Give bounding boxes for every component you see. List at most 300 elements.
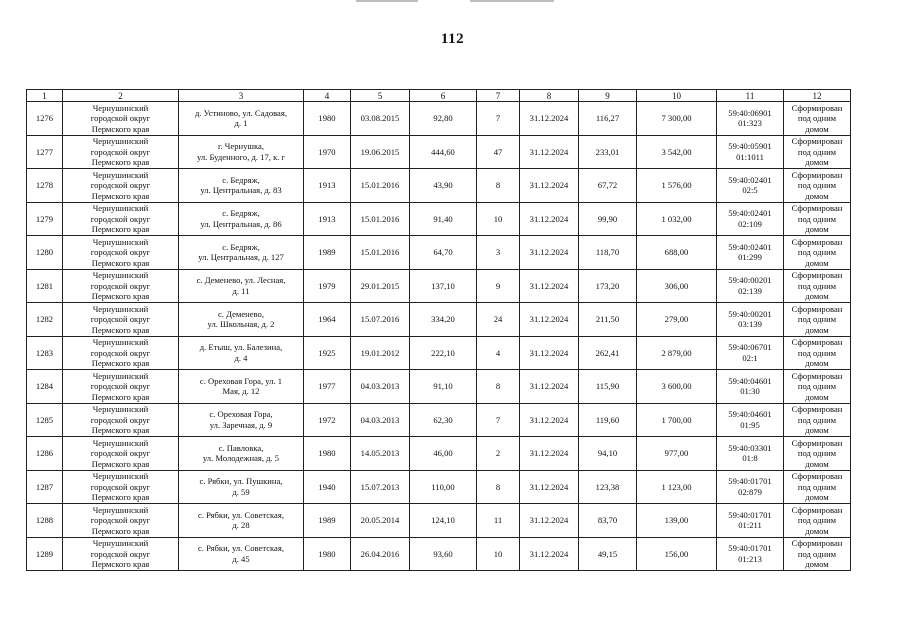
record-date: 04.03.2013 [351, 370, 410, 404]
address-cell-line: д. 45 [232, 553, 250, 564]
cadastral-number-line: 59:40:02401 [728, 174, 772, 185]
status-cell-line: Сформирован [791, 136, 843, 146]
record-number: 1279 [27, 202, 63, 236]
column-number: 12 [784, 90, 851, 102]
area-value: 124,10 [410, 504, 477, 538]
cadastral-number-line: 02:5 [742, 185, 758, 196]
address-cell-line: д. 59 [232, 486, 250, 497]
record-date: 29.01.2015 [351, 269, 410, 303]
value-col-9: 49,15 [579, 537, 637, 571]
status-cell-line: домом [805, 425, 829, 435]
status-cell-line: под одним [797, 113, 837, 123]
table-row [27, 336, 851, 370]
address-cell [179, 169, 304, 203]
address-cell-line: ул. Молодежная, д. 5 [202, 453, 280, 464]
address-cell [179, 269, 304, 303]
record-number: 1277 [27, 135, 63, 169]
record-number: 1276 [27, 102, 63, 136]
record-date: 15.07.2013 [351, 470, 410, 504]
status-cell [784, 269, 851, 303]
municipality-cell-line: Пермского края [91, 224, 150, 234]
build-year: 1940 [304, 470, 351, 504]
municipality-cell-line: Пермского края [91, 358, 150, 368]
status-cell [784, 470, 851, 504]
table-row [27, 403, 851, 437]
address-cell [179, 135, 304, 169]
value-col-9: 115,90 [579, 370, 637, 404]
municipality-cell-line: городской округ [90, 548, 151, 559]
cadastral-number [717, 236, 784, 270]
top-border-line [470, 0, 554, 2]
municipality-cell-line: Чернушинский [92, 538, 149, 548]
count-value: 9 [477, 269, 520, 303]
count-value: 47 [477, 135, 520, 169]
record-number: 1289 [27, 537, 63, 571]
record-date: 19.01.2012 [351, 336, 410, 370]
municipality-cell [63, 403, 179, 437]
municipality-cell [63, 437, 179, 471]
cadastral-number-line: 01:323 [738, 118, 762, 129]
table-row [27, 504, 851, 538]
address-cell [179, 102, 304, 136]
municipality-cell-line: Чернушинский [92, 471, 149, 481]
address-cell-line: ул. Заречная, д. 9 [209, 419, 273, 430]
due-date: 31.12.2024 [520, 269, 579, 303]
top-border-line [356, 0, 418, 2]
build-year: 1980 [304, 437, 351, 471]
address-cell [179, 437, 304, 471]
status-cell [784, 537, 851, 571]
municipality-cell-line: Пермского края [91, 492, 150, 502]
record-date: 20.05.2014 [351, 504, 410, 538]
address-cell-line: г. Чернушка, [217, 141, 265, 152]
value-col-9: 233,01 [579, 135, 637, 169]
value-col-9: 211,50 [579, 303, 637, 337]
status-cell [784, 504, 851, 538]
cadastral-number-line: 01:95 [740, 419, 760, 430]
area-value: 91,10 [410, 370, 477, 404]
column-number: 3 [179, 90, 304, 102]
record-date: 15.01.2016 [351, 202, 410, 236]
count-value: 10 [477, 202, 520, 236]
count-value: 4 [477, 336, 520, 370]
status-cell [784, 236, 851, 270]
cadastral-number [717, 504, 784, 538]
due-date: 31.12.2024 [520, 135, 579, 169]
municipality-cell-line: Пермского края [91, 257, 150, 268]
due-date: 31.12.2024 [520, 236, 579, 270]
municipality-cell-line: Чернушинский [92, 102, 149, 113]
cadastral-number-line: 02:109 [738, 218, 762, 229]
cadastral-number-line: 03:139 [738, 319, 762, 330]
status-cell-line: домом [805, 458, 829, 469]
status-cell-line: под одним [797, 314, 837, 324]
value-col-10: 156,00 [637, 537, 717, 571]
municipality-cell-line: городской округ [90, 146, 151, 157]
address-cell-line: с. Деменево, [217, 308, 264, 319]
municipality-cell-line: Пермского края [91, 559, 150, 569]
address-cell-line: с. Ореховая Гора, ул. 1 [199, 375, 283, 386]
municipality-cell-line: Чернушинский [92, 370, 149, 381]
due-date: 31.12.2024 [520, 303, 579, 337]
status-cell [784, 370, 851, 404]
address-cell [179, 303, 304, 337]
municipality-cell-line: Пермского края [91, 324, 150, 335]
column-number: 5 [351, 90, 410, 102]
address-cell-line: с. Бедряж, [222, 174, 260, 185]
record-number: 1282 [27, 303, 63, 337]
status-cell-line: Сформирован [791, 471, 843, 481]
municipality-cell [63, 269, 179, 303]
cadastral-number-line: 59:40:02401 [728, 241, 772, 252]
value-col-10: 3 600,00 [637, 370, 717, 404]
address-cell-line: с. Ореховая Гора, [209, 409, 273, 420]
cadastral-number [717, 470, 784, 504]
cadastral-number-line: 01:8 [742, 453, 758, 464]
table-row [27, 269, 851, 303]
municipality-cell-line: Чернушинский [92, 236, 149, 247]
area-value: 110,00 [410, 470, 477, 504]
address-cell-line: д. 1 [234, 118, 248, 129]
municipality-cell-line: городской округ [90, 414, 151, 425]
address-cell-line: д. 4 [234, 352, 248, 363]
count-value: 24 [477, 303, 520, 337]
cadastral-number-line: 59:40:04601 [728, 375, 772, 386]
area-value: 137,10 [410, 269, 477, 303]
count-value: 7 [477, 102, 520, 136]
build-year: 1989 [304, 236, 351, 270]
status-cell-line: домом [805, 190, 829, 201]
record-date: 19.06.2015 [351, 135, 410, 169]
value-col-10: 279,00 [637, 303, 717, 337]
status-cell-line: домом [805, 224, 829, 234]
cadastral-number [717, 269, 784, 303]
record-date: 03.08.2015 [351, 102, 410, 136]
column-number: 4 [304, 90, 351, 102]
table-row [27, 437, 851, 471]
value-col-10: 306,00 [637, 269, 717, 303]
cadastral-number-line: 59:40:03301 [728, 442, 772, 453]
table-row [27, 370, 851, 404]
record-date: 26.04.2016 [351, 537, 410, 571]
status-cell-line: домом [805, 291, 829, 301]
status-cell-line: Сформирован [791, 236, 843, 247]
cadastral-number-line: 02:1 [742, 352, 758, 363]
build-year: 1977 [304, 370, 351, 404]
due-date: 31.12.2024 [520, 403, 579, 437]
status-cell-line: под одним [797, 448, 837, 458]
area-value: 334,20 [410, 303, 477, 337]
table-row [27, 236, 851, 270]
record-number: 1284 [27, 370, 63, 404]
value-col-10: 7 300,00 [637, 102, 717, 136]
status-cell-line: Сформирован [791, 437, 843, 448]
area-value: 43,90 [410, 169, 477, 203]
build-year: 1979 [304, 269, 351, 303]
record-number: 1288 [27, 504, 63, 538]
status-cell-line: Сформирован [791, 303, 843, 314]
municipality-cell [63, 537, 179, 571]
cadastral-number-line: 01:1011 [736, 151, 764, 162]
address-cell [179, 403, 304, 437]
due-date: 31.12.2024 [520, 437, 579, 471]
value-col-9: 67,72 [579, 169, 637, 203]
value-col-10: 1 576,00 [637, 169, 717, 203]
municipality-cell [63, 202, 179, 236]
address-cell [179, 370, 304, 404]
municipality-cell-line: городской округ [90, 247, 151, 257]
value-col-10: 2 879,00 [637, 336, 717, 370]
municipality-cell-line: Чернушинский [92, 270, 149, 280]
cadastral-number-line: 59:40:01701 [728, 476, 772, 487]
due-date: 31.12.2024 [520, 470, 579, 504]
municipality-cell [63, 336, 179, 370]
cadastral-number-line: 59:40:05901 [728, 141, 772, 152]
build-year: 1989 [304, 504, 351, 538]
municipality-cell-line: городской округ [90, 280, 151, 291]
status-cell-line: под одним [797, 515, 837, 525]
status-cell-line: под одним [797, 548, 837, 559]
address-cell-line: Мая, д. 12 [222, 386, 260, 397]
cadastral-number-line: 59:40:06901 [728, 107, 772, 118]
status-cell-line: Сформирован [791, 370, 843, 381]
municipality-cell-line: городской округ [90, 347, 151, 358]
status-cell-line: Сформирован [791, 404, 843, 414]
status-cell-line: Сформирован [791, 504, 843, 515]
municipality-cell-line: Пермского края [91, 157, 150, 167]
record-number: 1283 [27, 336, 63, 370]
cadastral-number [717, 336, 784, 370]
column-number: 1 [27, 90, 63, 102]
municipality-cell [63, 169, 179, 203]
status-cell-line: домом [805, 391, 829, 402]
due-date: 31.12.2024 [520, 504, 579, 538]
cadastral-number [717, 370, 784, 404]
area-value: 62,30 [410, 403, 477, 437]
due-date: 31.12.2024 [520, 102, 579, 136]
table-row [27, 169, 851, 203]
cadastral-number [717, 437, 784, 471]
address-cell-line: с. Бедряж, [222, 208, 260, 219]
area-value: 222,10 [410, 336, 477, 370]
value-col-10: 977,00 [637, 437, 717, 471]
municipality-cell-line: Пермского края [91, 123, 150, 134]
due-date: 31.12.2024 [520, 537, 579, 571]
value-col-10: 1 700,00 [637, 403, 717, 437]
municipality-cell-line: Пермского края [91, 391, 150, 402]
cadastral-number-line: 59:40:02401 [728, 208, 772, 219]
build-year: 1964 [304, 303, 351, 337]
column-number: 8 [520, 90, 579, 102]
municipality-cell-line: городской округ [90, 180, 151, 190]
build-year: 1913 [304, 169, 351, 203]
area-value: 46,00 [410, 437, 477, 471]
page-number: 112 [440, 31, 465, 47]
value-col-10: 1 123,00 [637, 470, 717, 504]
cadastral-number-line: 59:40:04601 [728, 409, 772, 420]
cadastral-number-line: 59:40:06701 [728, 342, 772, 353]
status-cell-line: домом [805, 559, 829, 569]
municipality-cell-line: Чернушинский [92, 404, 149, 414]
record-number: 1287 [27, 470, 63, 504]
count-value: 8 [477, 470, 520, 504]
municipality-cell-line: городской округ [90, 481, 151, 492]
address-cell-line: с. Бедряж, [222, 241, 260, 252]
record-date: 14.05.2013 [351, 437, 410, 471]
municipality-cell-line: городской округ [90, 113, 151, 123]
status-cell-line: под одним [797, 347, 837, 358]
status-cell-line: домом [805, 324, 829, 335]
municipality-cell-line: Чернушинский [92, 203, 149, 213]
address-cell [179, 504, 304, 538]
municipality-cell [63, 236, 179, 270]
municipality-cell-line: городской округ [90, 213, 151, 224]
municipality-cell-line: Пермского края [91, 190, 150, 201]
municipality-cell-line: Чернушинский [92, 303, 149, 314]
cadastral-number-line: 59:40:00201 [728, 275, 772, 286]
status-cell-line: под одним [797, 481, 837, 492]
municipality-cell [63, 470, 179, 504]
count-value: 11 [477, 504, 520, 538]
count-value: 10 [477, 537, 520, 571]
count-value: 7 [477, 403, 520, 437]
status-cell-line: домом [805, 257, 829, 268]
value-col-9: 123,38 [579, 470, 637, 504]
value-col-9: 94,10 [579, 437, 637, 471]
municipality-cell-line: Чернушинский [92, 169, 149, 180]
cadastral-number-line: 01:30 [740, 386, 760, 397]
build-year: 1972 [304, 403, 351, 437]
build-year: 1980 [304, 102, 351, 136]
address-cell-line: д. 28 [232, 520, 250, 531]
record-number: 1281 [27, 269, 63, 303]
status-cell-line: под одним [797, 280, 837, 291]
address-cell-line: с. Деменево, ул. Лесная, [196, 275, 286, 286]
due-date: 31.12.2024 [520, 169, 579, 203]
address-cell-line: ул. Центральная, д. 127 [198, 252, 284, 263]
status-cell [784, 403, 851, 437]
cadastral-number-line: 02:879 [738, 486, 762, 497]
record-date: 15.01.2016 [351, 236, 410, 270]
value-col-9: 118,70 [579, 236, 637, 270]
address-cell-line: д. 11 [232, 285, 250, 296]
municipality-cell [63, 102, 179, 136]
cadastral-number-line: 01:299 [738, 252, 762, 263]
cadastral-number-line: 01:211 [738, 520, 762, 531]
column-number: 9 [579, 90, 637, 102]
municipality-cell-line: Пермского края [91, 291, 150, 301]
status-cell-line: под одним [797, 213, 837, 224]
status-cell-line: Сформирован [791, 203, 843, 213]
status-cell [784, 102, 851, 136]
address-cell [179, 202, 304, 236]
cadastral-number [717, 202, 784, 236]
record-date: 15.07.2016 [351, 303, 410, 337]
status-cell-line: Сформирован [791, 169, 843, 180]
cadastral-number-line: 59:40:01701 [728, 509, 772, 520]
table-row [27, 135, 851, 169]
area-value: 64,70 [410, 236, 477, 270]
cadastral-number [717, 169, 784, 203]
record-number: 1280 [27, 236, 63, 270]
table-row [27, 303, 851, 337]
status-cell-line: Сформирован [791, 538, 843, 548]
build-year: 1970 [304, 135, 351, 169]
column-number: 10 [637, 90, 717, 102]
municipality-cell [63, 504, 179, 538]
value-col-10: 688,00 [637, 236, 717, 270]
status-cell-line: Сформирован [791, 270, 843, 280]
value-col-9: 116,27 [579, 102, 637, 136]
cadastral-number [717, 303, 784, 337]
address-cell-line: с. Павловка, [218, 442, 264, 453]
status-cell [784, 135, 851, 169]
status-cell [784, 303, 851, 337]
municipality-cell-line: Чернушинский [92, 136, 149, 146]
address-cell [179, 470, 304, 504]
address-cell-line: с. Рябки, ул. Советская, [198, 509, 284, 520]
area-value: 91,40 [410, 202, 477, 236]
status-cell-line: домом [805, 358, 829, 368]
status-cell-line: домом [805, 525, 829, 536]
due-date: 31.12.2024 [520, 202, 579, 236]
address-cell [179, 336, 304, 370]
table-row [27, 202, 851, 236]
status-cell-line: под одним [797, 180, 837, 190]
value-col-10: 1 032,00 [637, 202, 717, 236]
cadastral-number [717, 403, 784, 437]
record-number: 1285 [27, 403, 63, 437]
area-value: 93,60 [410, 537, 477, 571]
count-value: 2 [477, 437, 520, 471]
status-cell [784, 202, 851, 236]
build-year: 1913 [304, 202, 351, 236]
municipality-cell-line: Чернушинский [92, 437, 149, 448]
area-value: 444,60 [410, 135, 477, 169]
table-row [27, 102, 851, 136]
municipality-cell [63, 303, 179, 337]
status-cell-line: под одним [797, 146, 837, 157]
value-col-9: 83,70 [579, 504, 637, 538]
municipality-cell-line: городской округ [90, 515, 151, 525]
column-number: 7 [477, 90, 520, 102]
status-cell-line: домом [805, 157, 829, 167]
cadastral-number-line: 02:139 [738, 285, 762, 296]
cadastral-number-line: 01:213 [738, 553, 762, 564]
due-date: 31.12.2024 [520, 336, 579, 370]
count-value: 3 [477, 236, 520, 270]
register-table [26, 89, 851, 571]
status-cell-line: домом [805, 123, 829, 134]
status-cell [784, 169, 851, 203]
table-row [27, 537, 851, 571]
column-number: 11 [717, 90, 784, 102]
record-date: 15.01.2016 [351, 169, 410, 203]
cadastral-number [717, 135, 784, 169]
value-col-10: 139,00 [637, 504, 717, 538]
record-date: 04.03.2013 [351, 403, 410, 437]
record-number: 1286 [27, 437, 63, 471]
status-cell-line: под одним [797, 381, 837, 391]
address-cell [179, 537, 304, 571]
status-cell-line: под одним [797, 247, 837, 257]
cadastral-number [717, 102, 784, 136]
status-cell-line: домом [805, 492, 829, 502]
cadastral-number-line: 59:40:01701 [728, 543, 772, 554]
address-cell [179, 236, 304, 270]
address-cell-line: д. Устиново, ул. Садовая, [195, 107, 287, 118]
cadastral-number [717, 537, 784, 571]
